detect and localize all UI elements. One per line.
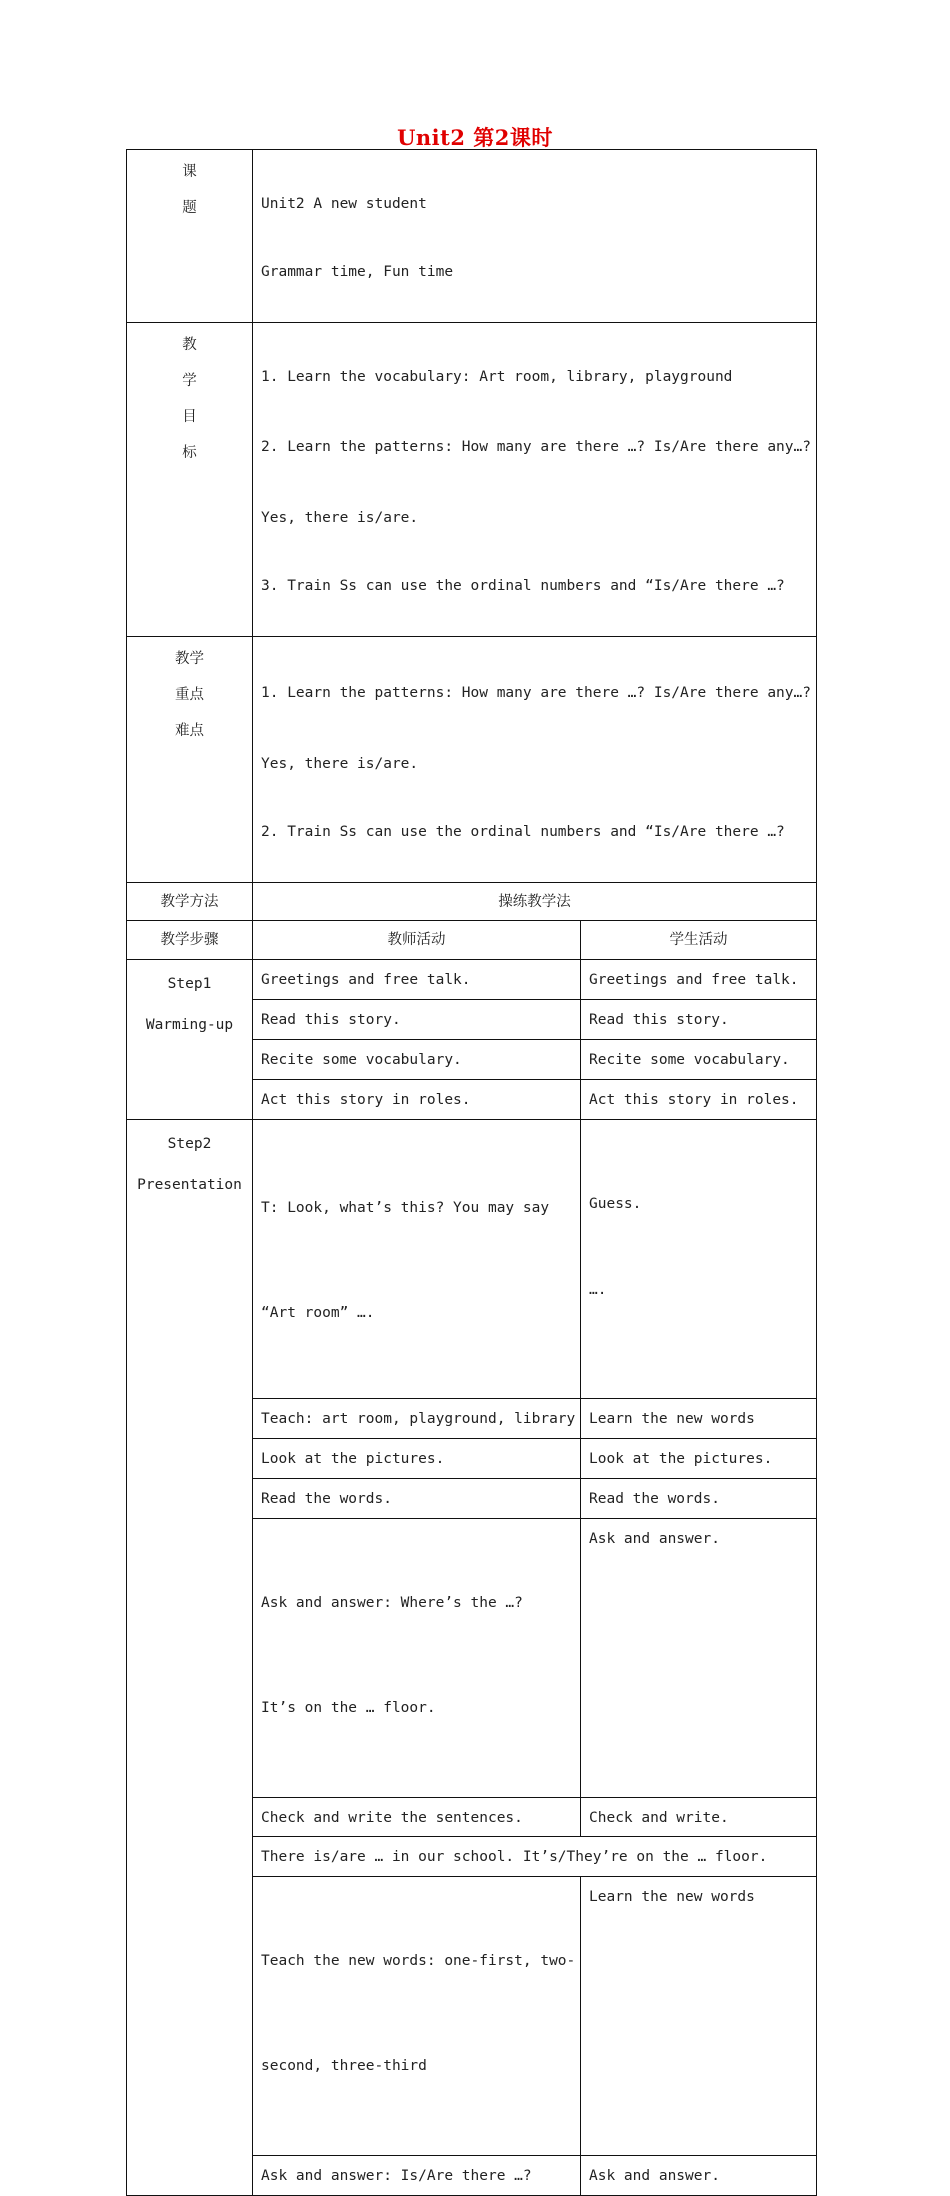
teacher-activity-cell: Check and write the sentences. — [253, 1798, 581, 1837]
topic-content: Unit2 A new student Grammar time, Fun time — [253, 150, 817, 323]
student-activity-cell: Read this story. — [581, 1000, 817, 1040]
topic-label: 课 题 — [127, 150, 253, 323]
student-activity-cell: Look at the pictures. — [581, 1439, 817, 1479]
objectives-row — [127, 323, 817, 637]
student-activity-cell: Learn the new words — [581, 1877, 817, 2156]
teacher-activity-cell: Read the words. — [253, 1479, 581, 1519]
keypoints-row — [127, 637, 817, 883]
objectives-label: 教 学 目 标 — [127, 323, 253, 637]
student-activity-cell: Check and write. — [581, 1798, 817, 1837]
student-activity-cell: Greetings and free talk. — [581, 960, 817, 1000]
step1-label: Step1 Warming-up — [127, 960, 253, 1120]
page-title: Unit2 第2课时 — [397, 125, 553, 150]
method-value: 操练教学法 — [253, 883, 817, 921]
student-activity-cell: Recite some vocabulary. — [581, 1040, 817, 1080]
keypoints-label: 教学 重点 难点 — [127, 637, 253, 883]
teacher-activity-cell: Act this story in roles. — [253, 1080, 581, 1120]
student-activity-cell: Ask and answer. — [581, 2156, 817, 2196]
student-activity-cell: Act this story in roles. — [581, 1080, 817, 1120]
student-activity-cell: Read the words. — [581, 1479, 817, 1519]
student-activity-cell: Guess. …. — [581, 1120, 817, 1399]
steps-header-row — [127, 921, 817, 960]
steps-label: 教学步骤 — [127, 921, 253, 960]
full-width-activity-cell: There is/are … in our school. It’s/They’re on the … floor. — [253, 1837, 817, 1877]
teacher-activity-cell: Ask and answer: Is/Are there …? — [253, 2156, 581, 2196]
teacher-activity-cell: Read this story. — [253, 1000, 581, 1040]
teacher-activity-cell: Greetings and free talk. — [253, 960, 581, 1000]
method-label: 教学方法 — [127, 883, 253, 921]
student-activity-cell: Learn the new words — [581, 1399, 817, 1439]
teacher-activity-cell: Teach: art room, playground, library — [253, 1399, 581, 1439]
step2-label: Step2 Presentation — [127, 1120, 253, 2196]
teacher-activity-cell: Teach the new words: one-first, two- second, three-third — [253, 1877, 581, 2156]
step2-row — [127, 1120, 817, 1399]
teacher-activity-cell: T: Look, what’s this? You may say “Art room” …. — [253, 1120, 581, 1399]
method-row — [127, 883, 817, 921]
student-activity-cell: Ask and answer. — [581, 1519, 817, 1798]
lesson-plan-table — [126, 149, 817, 2196]
objectives-content: 1. Learn the vocabulary: Art room, library, playground 2. Learn the patterns: How many are there …? Is/Are there any…? Yes, there is/are. 3. Train Ss can use the ordinal numbers and “Is/Are there …? — [253, 323, 817, 637]
teacher-activity-header: 教师活动 — [253, 921, 581, 960]
teacher-activity-cell: Look at the pictures. — [253, 1439, 581, 1479]
step1-row — [127, 960, 817, 1000]
topic-row — [127, 150, 817, 323]
teacher-activity-cell: Recite some vocabulary. — [253, 1040, 581, 1080]
keypoints-content: 1. Learn the patterns: How many are there …? Is/Are there any…? Yes, there is/are. 2. Train Ss can use the ordinal numbers and “Is/Are there …? — [253, 637, 817, 883]
teacher-activity-cell: Ask and answer: Where’s the …? It’s on the … floor. — [253, 1519, 581, 1798]
student-activity-header: 学生活动 — [581, 921, 817, 960]
